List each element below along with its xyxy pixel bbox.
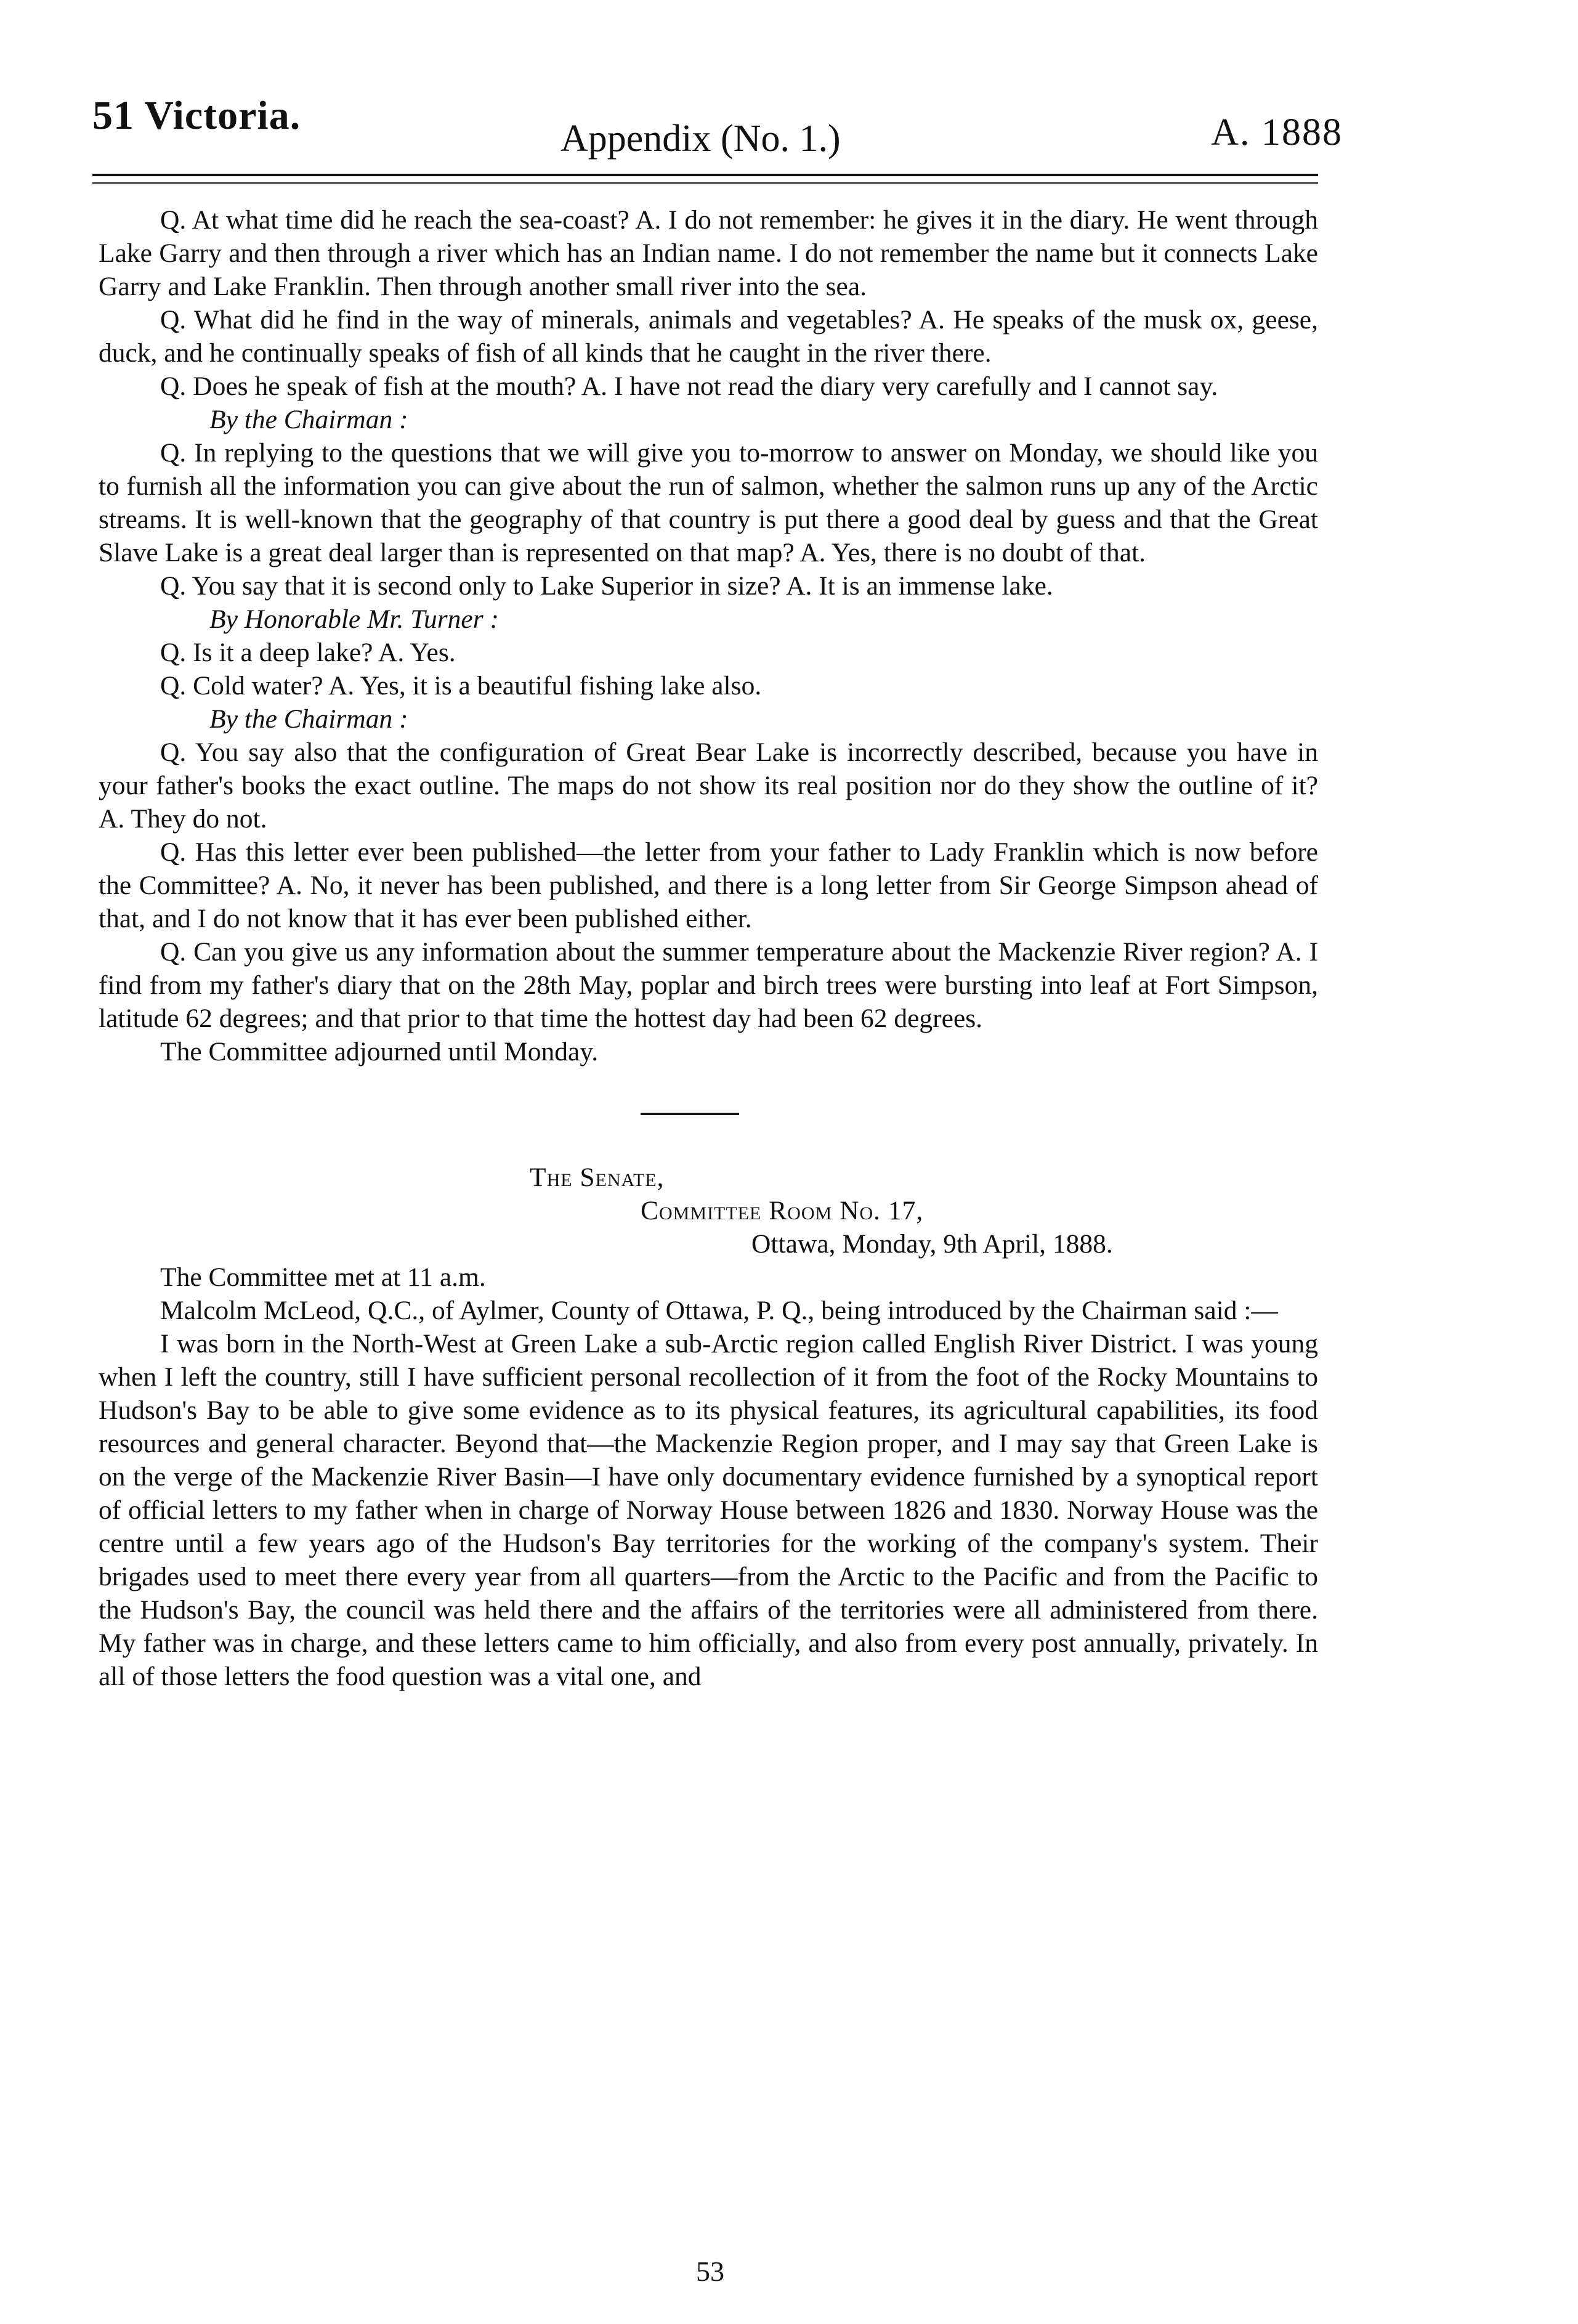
testimony-section-2 bbox=[99, 1261, 1318, 1693]
header-rule-thick bbox=[92, 174, 1318, 176]
speaker-heading: By the Chairman : bbox=[209, 405, 408, 434]
testimony-paragraph: Q. Cold water? A. Yes, it is a beautiful fishing lake also. bbox=[160, 671, 762, 701]
testimony-paragraph: The Committee met at 11 a.m. bbox=[160, 1262, 486, 1292]
header-appendix: Appendix (No. 1.) bbox=[560, 118, 841, 160]
senate-heading: The Senate, bbox=[530, 1163, 665, 1192]
testimony-paragraph: Q. Does he speak of fish at the mouth? A. I have not read the diary very carefully and I cannot say. bbox=[160, 372, 1218, 401]
page-header bbox=[92, 92, 1343, 173]
testimony-paragraph: Q. In replying to the questions that we will give you to-morrow to answer on Monday, we should like you to furnish all the information you can give about the run of salmon, whether the salmon runs up any of the Arctic streams. It is well-known that the geography of that country is put there a good deal by guess and that the Great Slave Lake is a great deal larger than is represented on that map? A. Yes, there is no doubt of that. bbox=[99, 438, 1318, 567]
testimony-paragraph: Q. At what time did he reach the sea-coast? A. I do not remember: he gives it in the diary. He went through Lake Garry and then through a river which has an Indian name. I do not remember the name but it connects Lake Garry and Lake Franklin. Then through another small river into the sea. bbox=[99, 205, 1318, 301]
testimony-paragraph: Malcolm McLeod, Q.C., of Aylmer, County of Ottawa, P. Q., being introduced by the Chairman said :— bbox=[160, 1296, 1278, 1325]
speaker-heading: By the Chairman : bbox=[209, 704, 408, 734]
session-heading bbox=[99, 1161, 1318, 1261]
testimony-paragraph: Q. You say that it is second only to Lake Superior in size? A. It is an immense lake. bbox=[160, 571, 1053, 601]
header-rule-thin bbox=[92, 182, 1318, 184]
testimony-paragraph: Q. You say also that the configuration of Great Bear Lake is incorrectly described, because you have in your father's books the exact outline. The maps do not show its real position nor do they show the outline of it? A. They do not. bbox=[99, 737, 1318, 834]
header-year: A. 1888 bbox=[1211, 112, 1343, 153]
testimony-paragraph: Q. Is it a deep lake? A. Yes. bbox=[160, 638, 456, 667]
testimony-paragraph: The Committee adjourned until Monday. bbox=[160, 1037, 599, 1067]
speaker-heading: By Honorable Mr. Turner : bbox=[209, 604, 500, 634]
section-divider bbox=[641, 1113, 739, 1115]
page-number: 53 bbox=[696, 2256, 724, 2287]
document-body bbox=[99, 203, 1318, 1693]
section-divider-wrap bbox=[99, 1068, 1318, 1161]
testimony-paragraph: Q. Has this letter ever been published—the letter from your father to Lady Franklin which is now before the Committee? A. No, it never has been published, and there is a long letter from Sir George Simpson ahead of that, and I do not know that it has ever been published either. bbox=[99, 837, 1318, 933]
session-date: Ottawa, Monday, 9th April, 1888. bbox=[751, 1229, 1113, 1259]
testimony-paragraph: Q. Can you give us any information about the summer temperature about the Mackenzie River region? A. I find from my father's diary that on the 28th May, poplar and birch trees were bursting into leaf at Fort Simpson, latitude 62 degrees; and that prior to that time the hottest day had been 62 degrees. bbox=[99, 937, 1318, 1033]
testimony-paragraph: Q. What did he find in the way of minerals, animals and vegetables? A. He speaks of the musk ox, geese, duck, and he continually speaks of fish of all kinds that he caught in the river there. bbox=[99, 305, 1318, 368]
testimony-section-1 bbox=[99, 203, 1318, 1068]
header-session: 51 Victoria. bbox=[92, 93, 301, 138]
committee-room: Committee Room No. 17, bbox=[641, 1196, 924, 1225]
testimony-paragraph: I was born in the North-West at Green Lake a sub-Arctic region called English River District. I was young when I left the country, still I have sufficient personal recollection of it from the foot of the Rocky Mountains to Hudson's Bay to be able to give some evidence as to its physical features, its agricultural capabilities, its food resources and general character. Beyond that—the Mackenzie Region proper, and I may say that Green Lake is on the verge of the Mackenzie River Basin—I have only documentary evidence furnished by a synoptical report of official letters to my father when in charge of Norway House between 1826 and 1830. Norway House was the centre until a few years ago of the Hudson's Bay territories for the working of the company's system. Their brigades used to meet there every year from all quarters—from the Arctic to the Pacific and from the Pacific to the Hudson's Bay, the council was held there and the affairs of the territories were all administered from there. My father was in charge, and these letters came to him officially, and also from every post annually, privately. In all of those letters the food question was a vital one, and bbox=[99, 1329, 1318, 1691]
